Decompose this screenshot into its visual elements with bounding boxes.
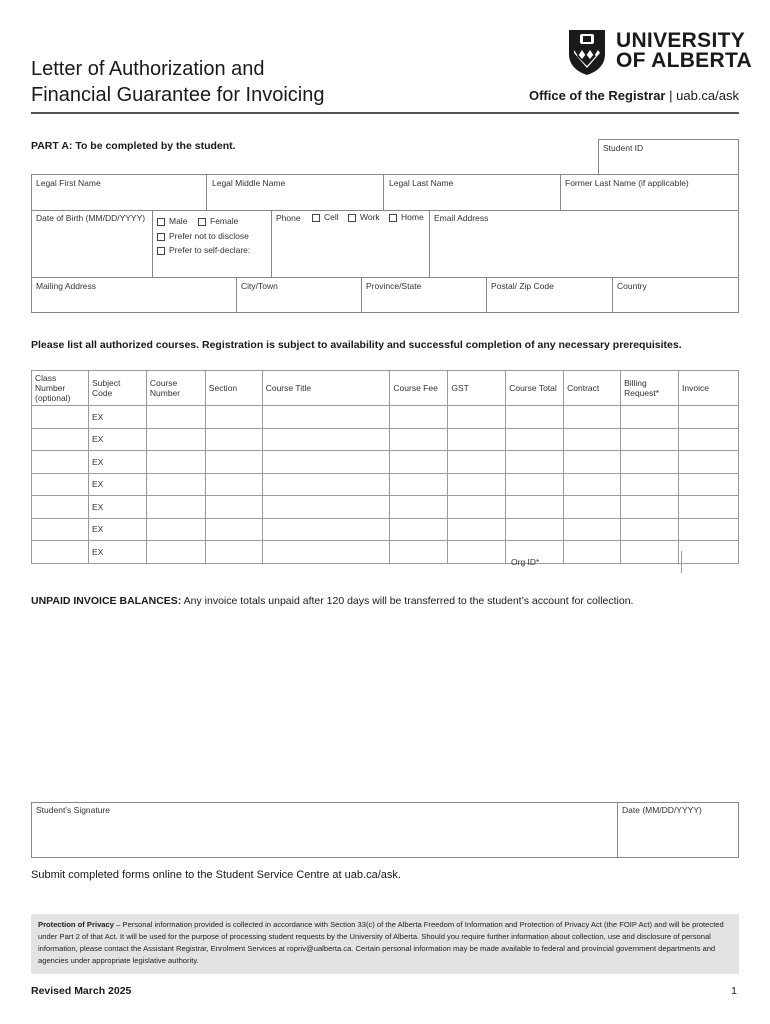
office-name: Office of the Registrar [528,88,666,103]
table-cell[interactable]: EX [88,428,146,451]
divider [271,210,272,278]
table-cell[interactable] [621,518,679,541]
table-cell[interactable] [205,541,262,564]
table-cell[interactable] [506,496,564,519]
date-of-birth-field[interactable]: Date of Birth (MM/DD/YYYY) [36,213,146,223]
table-row [32,541,739,564]
gender-prefer-not-option[interactable]: Prefer not to disclose [157,231,249,241]
table-cell[interactable] [32,496,89,519]
logo-wordmark: UNIVERSITY OF ALBERTA [616,29,752,72]
divider [152,210,153,278]
table-cell[interactable] [146,541,205,564]
part-a-heading: PART A: To be completed by the student. [31,140,236,152]
table-cell[interactable] [205,518,262,541]
legal-last-name-field[interactable]: Legal Last Name [389,178,454,188]
header-rule [31,112,739,114]
checkbox[interactable] [157,233,165,241]
table-cell[interactable] [621,496,679,519]
table-cell[interactable] [262,473,390,496]
table-cell[interactable] [262,496,390,519]
table-cell[interactable] [146,428,205,451]
table-cell[interactable] [390,428,448,451]
province-field[interactable]: Province/State [366,281,422,291]
divider [560,174,561,211]
table-cell[interactable] [205,473,262,496]
table-cell[interactable] [564,496,621,519]
table-cell[interactable] [679,518,739,541]
document-title [31,56,325,108]
title-line-2: Financial Guarantee for Invoicing [31,84,325,106]
table-row [32,473,739,496]
table-cell[interactable]: EX [88,473,146,496]
table-cell[interactable] [146,473,205,496]
courses-table [31,370,739,564]
signature-date-field[interactable]: Date (MM/DD/YYYY) [622,805,702,815]
table-row [32,406,739,429]
student-signature-field[interactable]: Student’s Signature [36,805,111,815]
table-header-row [32,371,739,406]
table-cell[interactable] [448,541,506,564]
table-cell[interactable] [448,428,506,451]
table-cell[interactable]: EX [88,518,146,541]
org-id-divider [681,551,682,573]
table-cell[interactable] [564,406,621,429]
divider [383,174,384,211]
table-cell[interactable] [506,518,564,541]
table-cell[interactable] [564,428,621,451]
page-number: 1 [731,985,737,997]
table-cell[interactable] [262,518,390,541]
divider [206,174,207,211]
table-cell[interactable] [621,428,679,451]
table-cell[interactable] [679,473,739,496]
crest-icon [566,26,608,76]
table-cell[interactable] [564,473,621,496]
table-cell[interactable]: EX [88,451,146,474]
courses-note: Please list all authorized courses. Registration is subject to availability and successful completion of any necessary prerequisites. [31,339,682,351]
table-cell[interactable] [390,473,448,496]
org-id-label: Org ID* [511,557,540,567]
table-cell[interactable] [506,428,564,451]
table-cell[interactable] [564,518,621,541]
table-row [32,496,739,519]
privacy-text: – Personal information provided is collected in accordance with Section 33(c) of the Alberta Freedom of Information and Protection of Privacy Act (the FOIP Act) and will be protected under Part 2 of that Act. It will be used for the purpose of processing student requests by the University of Alberta. Should you require further information about collection, use and disclosure of personal information, please contact the Assistant Registrar, Enrolment Services at ropriv@ualberta.ca. Certain personal information may be made available to federal and provincial government departments and agencies under appropriate legislative authority. [38,920,724,965]
table-cell[interactable] [390,406,448,429]
legal-first-name-field[interactable]: Legal First Name [36,178,101,188]
table-cell[interactable] [205,496,262,519]
table-cell[interactable] [621,473,679,496]
submit-instructions: Submit completed forms online to the Student Service Centre at uab.ca/ask. [31,869,401,881]
column-header: Course Fee [390,371,448,406]
divider [361,277,362,313]
table-cell[interactable] [146,518,205,541]
column-header: Contract [564,371,621,406]
email-field[interactable]: Email Address [434,213,489,223]
student-id-label: Student ID [603,143,644,153]
table-cell[interactable] [390,451,448,474]
mailing-address-field[interactable]: Mailing Address [36,281,97,291]
table-cell[interactable] [262,406,390,429]
divider [617,802,618,858]
column-header: Class Number (optional) [32,371,89,406]
revision-date: Revised March 2025 [31,985,132,997]
city-field[interactable]: City/Town [241,281,278,291]
divider [236,277,237,313]
phone-work-option[interactable]: Work [348,212,380,222]
table-cell[interactable] [32,428,89,451]
office-url[interactable]: uab.ca/ask [676,88,739,103]
phone-field[interactable]: Phone [276,213,301,223]
former-last-name-field[interactable]: Former Last Name (if applicable) [565,178,689,188]
unpaid-balances-notice [31,595,633,607]
gender-self-declare-option[interactable]: Prefer to self-declare: [157,245,250,255]
table-row [32,451,739,474]
table-cell[interactable] [679,428,739,451]
table-cell[interactable] [390,518,448,541]
table-cell[interactable] [679,496,739,519]
gender-male-option[interactable]: Male [157,216,187,226]
table-cell[interactable] [506,406,564,429]
title-line-1: Letter of Authorization and [31,58,265,80]
postal-code-field[interactable]: Postal/ Zip Code [491,281,554,291]
table-cell[interactable] [146,451,205,474]
checkbox[interactable] [157,218,165,226]
table-cell[interactable] [32,406,89,429]
column-header: Billing Request* [621,371,679,406]
university-logo [566,26,752,76]
table-cell[interactable] [32,541,89,564]
unpaid-text: Any invoice totals unpaid after 120 days will be transferred to the student’s account for collection. [183,595,634,607]
column-header: Section [205,371,262,406]
phone-cell-option[interactable]: Cell [312,212,339,222]
table-cell[interactable] [262,428,390,451]
table-cell[interactable]: EX [88,496,146,519]
column-header: Course Number [146,371,205,406]
column-header: GST [448,371,506,406]
table-cell[interactable] [506,473,564,496]
privacy-notice [31,914,739,974]
table-cell[interactable] [564,451,621,474]
table-cell[interactable] [262,451,390,474]
table-cell[interactable] [621,406,679,429]
checkbox[interactable] [157,247,165,255]
table-cell[interactable] [506,451,564,474]
table-cell[interactable] [679,406,739,429]
table-cell[interactable] [679,451,739,474]
table-cell[interactable] [621,541,679,564]
table-cell[interactable] [32,473,89,496]
country-field[interactable]: Country [617,281,647,291]
gender-female-option[interactable]: Female [198,216,238,226]
column-header: Course Title [262,371,390,406]
legal-middle-name-field[interactable]: Legal Middle Name [212,178,286,188]
divider [612,277,613,313]
divider [486,277,487,313]
table-cell[interactable] [448,496,506,519]
unpaid-label: UNPAID INVOICE BALANCES: [31,595,182,607]
table-cell[interactable] [679,541,739,564]
divider [429,210,430,278]
table-cell[interactable] [32,451,89,474]
column-header: Invoice [679,371,739,406]
table-cell[interactable] [205,451,262,474]
table-row [32,428,739,451]
table-cell[interactable] [146,406,205,429]
separator: | [669,88,673,103]
table-cell[interactable] [448,518,506,541]
table-cell[interactable] [205,428,262,451]
table-row [32,518,739,541]
office-line [529,88,739,103]
table-cell[interactable]: EX [88,406,146,429]
checkbox[interactable] [198,218,206,226]
table-cell[interactable] [390,541,448,564]
checkbox[interactable] [389,214,397,222]
table-cell[interactable] [262,541,390,564]
column-header: Subject Code [88,371,146,406]
table-cell[interactable] [621,451,679,474]
table-cell[interactable] [32,518,89,541]
table-cell[interactable] [448,473,506,496]
table-cell[interactable] [564,541,621,564]
table-cell[interactable] [390,496,448,519]
table-cell[interactable]: EX [88,541,146,564]
table-cell[interactable] [205,406,262,429]
privacy-label: Protection of Privacy [38,920,114,929]
table-cell[interactable] [448,406,506,429]
phone-home-option[interactable]: Home [389,212,424,222]
checkbox[interactable] [348,214,356,222]
table-cell[interactable] [146,496,205,519]
checkbox[interactable] [312,214,320,222]
column-header: Course Total [506,371,564,406]
table-cell[interactable] [448,451,506,474]
